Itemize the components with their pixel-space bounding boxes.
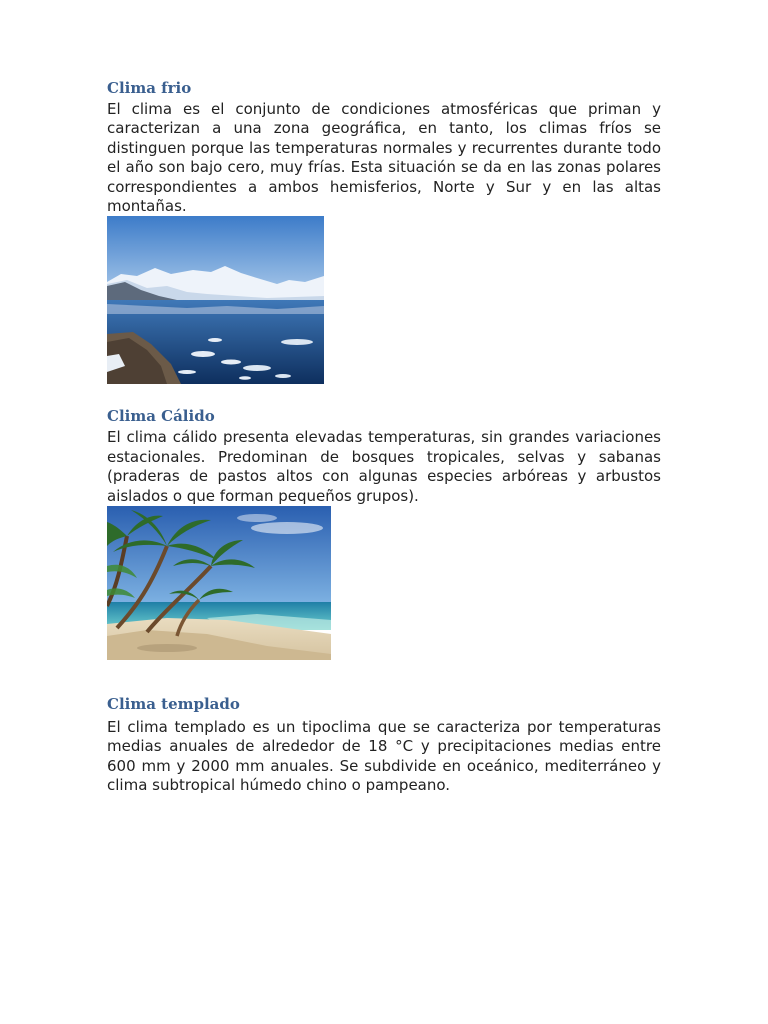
- section-clima-calido: [107, 406, 661, 660]
- tropical-beach-image: [107, 506, 331, 660]
- polar-landscape-image: [107, 216, 324, 384]
- section-clima-templado: [107, 694, 661, 796]
- section-paragraph: El clima templado es un tipoclima que se caracteriza por temperaturas medias anuales de alrededor de 18 °C y precipitaciones medias entre 600 mm y 2000 mm anuales. Se subdivide en oceánico, mediterráneo y clima subtropical húmedo chino o pampeano.: [107, 718, 661, 795]
- section-paragraph: El clima es el conjunto de condiciones atmosféricas que priman y caracterizan a una zona geográfica, en tanto, los climas fríos se distinguen porque las temperaturas normales y recurrentes durante todo el año son bajo cero, muy frías. Esta situación se da en las zonas polares correspondientes a ambos hemisferios, Norte y Sur y en las altas montañas.: [107, 100, 661, 216]
- section-heading: Clima templado: [107, 695, 240, 714]
- section-heading: Clima frio: [107, 79, 192, 97]
- section-paragraph: El clima cálido presenta elevadas temperaturas, sin grandes variaciones estacionales. Predominan de bosques tropicales, selvas y sabanas (praderas de pastos altos con algunas especies arbóreas y arbustos aislados o que forman pequeños grupos).: [107, 428, 661, 505]
- section-heading: Clima Cálido: [107, 407, 215, 426]
- document-page: [107, 78, 661, 796]
- section-clima-frio: [107, 78, 661, 384]
